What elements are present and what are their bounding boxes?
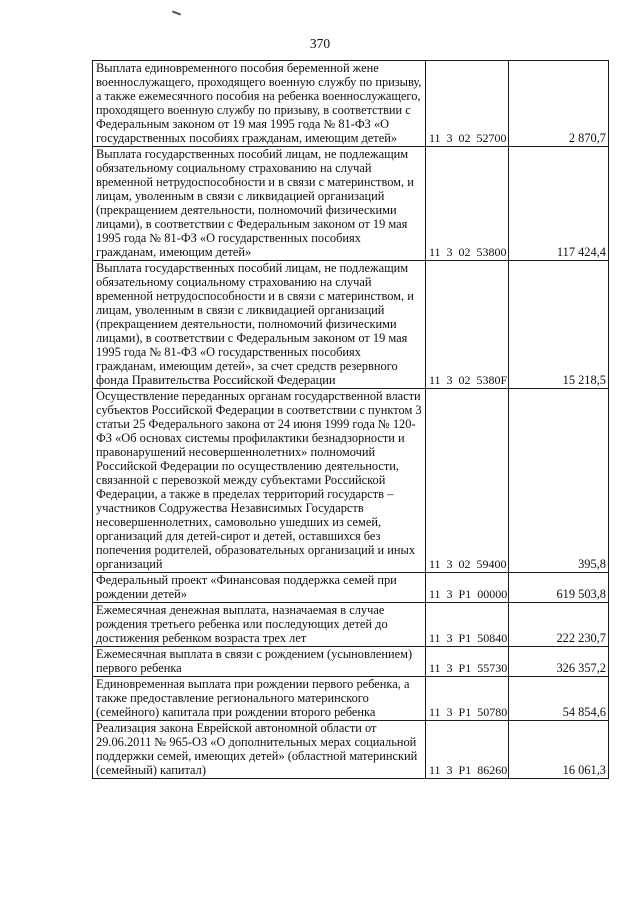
scan-mark [172, 11, 181, 16]
row-amount: 222 230,7 [509, 603, 609, 647]
row-code: 11 3 P1 00000 [426, 573, 509, 603]
row-code: 11 3 P1 50780 [426, 677, 509, 721]
table-row [93, 573, 609, 603]
row-amount: 54 854,6 [509, 677, 609, 721]
row-description: Единовременная выплата при рождении первого ребенка, а также предоставление регионального материнского (семейного) капитала при рождении второго ребенка [93, 677, 426, 721]
row-amount: 619 503,8 [509, 573, 609, 603]
table-row [93, 721, 609, 779]
row-amount: 15 218,5 [509, 261, 609, 389]
row-code: 11 3 P1 50840 [426, 603, 509, 647]
row-description: Выплата государственных пособий лицам, не подлежащим обязательному социальному страхованию на случай временной нетрудоспособности и в связи с материнством, и лицам, уволенным в связи с ликвидацией организаций (прекращением деятельности, полномочий физическими лицами), в соответствии с Федеральным законом от 19 мая 1995 года № 81-ФЗ «О государственных пособиях гражданам, имеющим детей», за счет средств резервного фонда Правительства Российской Федерации [93, 261, 426, 389]
row-code: 11 3 02 52700 [426, 61, 509, 147]
table-row [93, 647, 609, 677]
row-code: 11 3 P1 86260 [426, 721, 509, 779]
row-description: Ежемесячная денежная выплата, назначаемая в случае рождения третьего ребенка или последующих детей до достижения ребенком возраста трех лет [93, 603, 426, 647]
row-code: 11 3 P1 55730 [426, 647, 509, 677]
row-code: 11 3 02 59400 [426, 389, 509, 573]
row-description: Выплата государственных пособий лицам, не подлежащим обязательному социальному страхованию на случай временной нетрудоспособности и в связи с материнством, и лицам, уволенным в связи с ликвидацией организаций (прекращением деятельности, полномочий физическими лицами), в соответствии с Федеральным законом от 19 мая 1995 года № 81-ФЗ «О государственных пособиях гражданам, имеющим детей» [93, 147, 426, 261]
table-row [93, 677, 609, 721]
row-description: Ежемесячная выплата в связи с рождением (усыновлением) первого ребенка [93, 647, 426, 677]
row-description: Выплата единовременного пособия беременной жене военнослужащего, проходящего военную службу по призыву, а также ежемесячного пособия на ребенка военнослужащего, проходящего военную службу по призыву, в соответствии с Федеральным законом от 19 мая 1995 года № 81-ФЗ «О государственных пособиях гражданам, имеющим детей» [93, 61, 426, 147]
row-code: 11 3 02 53800 [426, 147, 509, 261]
row-amount: 395,8 [509, 389, 609, 573]
table-row [93, 261, 609, 389]
table-row [93, 61, 609, 147]
budget-table [92, 60, 609, 779]
row-description: Осуществление переданных органам государственной власти субъектов Российской Федерации в соответствии с пунктом 3 статьи 25 Федерального закона от 24 июня 1999 года № 120-ФЗ «Об основах системы профилактики безнадзорности и правонарушений несовершеннолетних» полномочий Российской Федерации по осуществлению деятельности, связанной с перевозкой между субъектами Российской Федерации, а также в пределах территорий государств – участников Содружества Независимых Государств несовершеннолетних, самовольно ушедших из семей, организаций для детей-сирот и детей, оставшихся без попечения родителей, образовательных организаций и иных организаций [93, 389, 426, 573]
row-amount: 16 061,3 [509, 721, 609, 779]
row-amount: 326 357,2 [509, 647, 609, 677]
row-amount: 117 424,4 [509, 147, 609, 261]
row-amount: 2 870,7 [509, 61, 609, 147]
table-row [93, 389, 609, 573]
row-description: Федеральный проект «Финансовая поддержка семей при рождении детей» [93, 573, 426, 603]
row-code: 11 3 02 5380F [426, 261, 509, 389]
row-description: Реализация закона Еврейской автономной области от 29.06.2011 № 965-ОЗ «О дополнительных мерах социальной поддержки семей, имеющих детей» (областной материнский (семейный) капитал) [93, 721, 426, 779]
table-row [93, 147, 609, 261]
page-number: 370 [309, 36, 331, 51]
table-row [93, 603, 609, 647]
